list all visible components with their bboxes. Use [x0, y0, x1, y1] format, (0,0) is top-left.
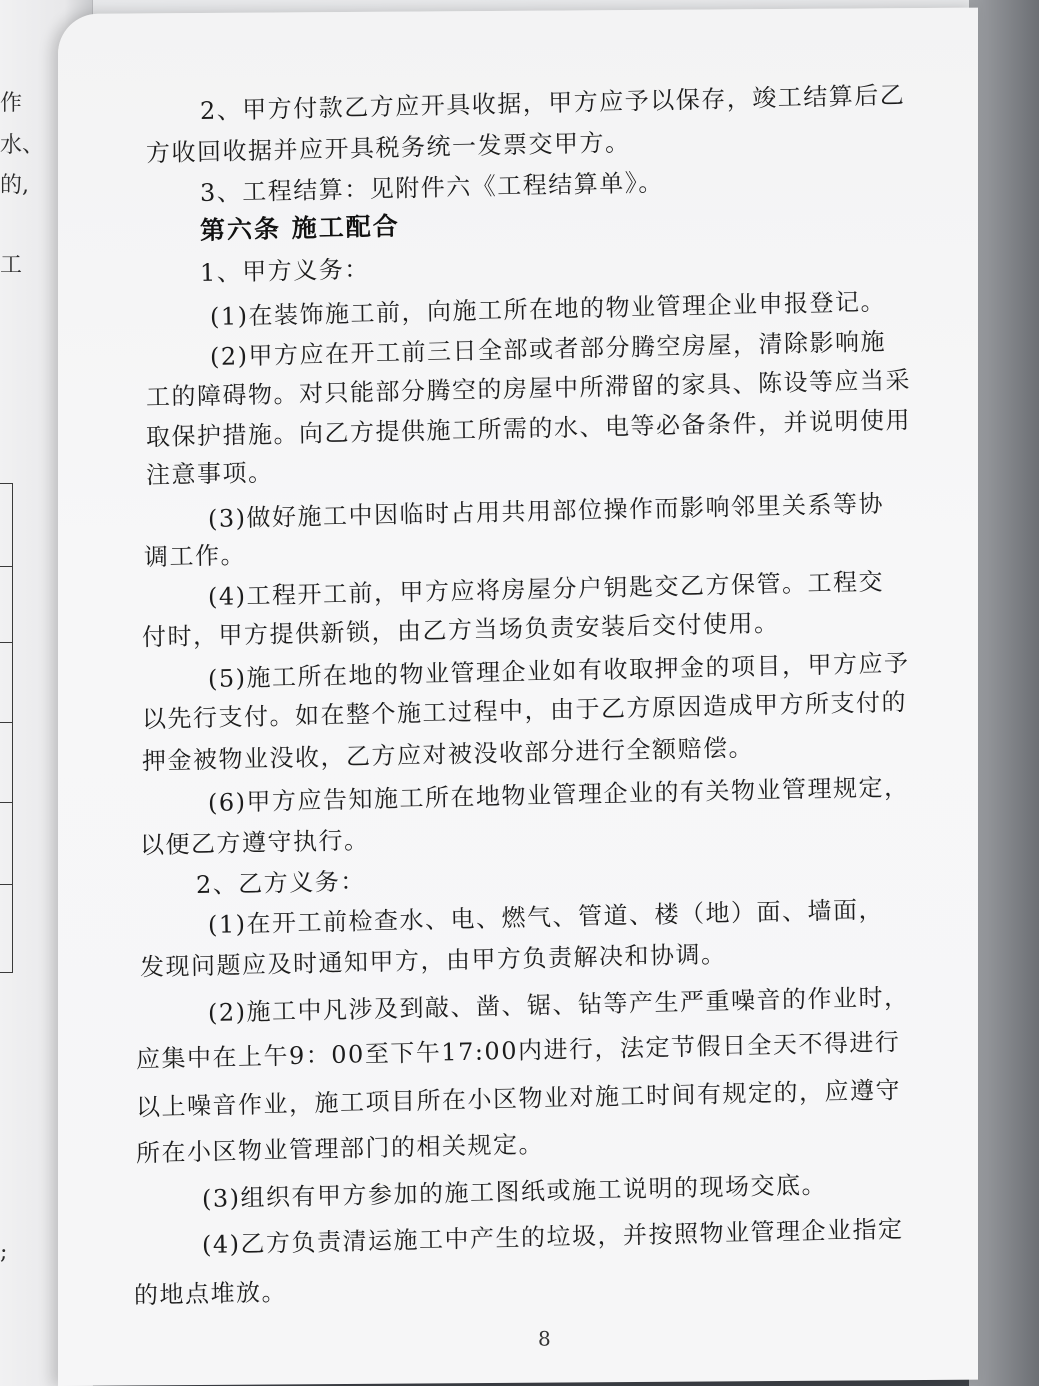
text-line: 取保护措施。向乙方提供施工所需的水、电等必备条件，并说明使用	[145, 406, 912, 452]
text-line: 付时，甲方提供新锁，由乙方当场负责安装后交付使用。	[141, 608, 780, 652]
text-line: 方收回收据并应开具税务统一发票交甲方。	[145, 128, 631, 168]
text-line: (2)施工中凡涉及到敲、凿、锯、钻等产生严重噪音的作业时，	[207, 983, 910, 1027]
text-line: 的地点堆放。	[133, 1278, 288, 1310]
text-line: 注意事项。	[145, 458, 274, 490]
text-line: (2)甲方应在开工前三日全部或者部分腾空房屋，清除影响施	[209, 327, 887, 371]
text-line: (5)施工所在地的物业管理企业如有收取押金的项目，甲方应予	[207, 649, 910, 693]
left-fragment: ;	[0, 1240, 8, 1265]
text-line: 2、甲方付款乙方应开具收据，甲方应予以保存，竣工结算后乙	[199, 81, 906, 126]
text-line: 所在小区物业管理部门的相关规定。	[135, 1130, 545, 1168]
left-fragment: 水、	[0, 133, 45, 158]
text-line: (4)工程开工前，甲方应将房屋分户钥匙交乙方保管。工程交	[207, 567, 885, 611]
left-fragment: 作	[0, 91, 23, 116]
text-line: (1)在装饰施工前，向施工所在地的物业管理企业申报登记。	[209, 287, 887, 331]
text-line: 以便乙方遵守执行。	[139, 826, 370, 860]
left-table-edge	[0, 483, 13, 973]
document-page	[58, 8, 978, 1386]
text-line: (6)甲方应告知施工所在地物业管理企业的有关物业管理规定，	[207, 773, 910, 817]
text-line: (3)组织有甲方参加的施工图纸或施工说明的现场交底。	[201, 1170, 828, 1213]
text-line: 发现问题应及时通知甲方，由甲方负责解决和协调。	[139, 940, 727, 982]
section-heading: 第六条 施工配合	[199, 211, 400, 246]
text-line: 调工作。	[143, 541, 247, 572]
text-line: (4)乙方负责清运施工中产生的垃圾，并按照物业管理企业指定	[201, 1215, 904, 1259]
page-number: 8	[538, 1326, 551, 1351]
text-line: 3、工程结算：见附件六《工程结算单》。	[199, 168, 664, 208]
background-right	[969, 0, 1039, 1386]
left-fragment: 的,	[0, 173, 29, 198]
text-line: (3)做好施工中因临时占用共用部位操作而影响邻里关系等协	[207, 489, 885, 533]
text-line: 应集中在上午9：00至下午17:00内进行，法定节假日全天不得进行	[135, 1028, 901, 1074]
left-fragment: 工	[0, 253, 23, 278]
text-line: 1、甲方义务：	[199, 255, 371, 288]
text-line: (1)在开工前检查水、电、燃气、管道、楼（地）面、墙面，	[207, 895, 885, 939]
text-line: 工的障碍物。对只能部分腾空的房屋中所滞留的家具、陈设等应当采	[145, 366, 912, 412]
page-content	[58, 8, 978, 1386]
text-line: 以上噪音作业，施工项目所在小区物业对施工时间有规定的，应遵守	[135, 1076, 902, 1122]
text-line: 2、乙方义务：	[195, 867, 367, 900]
text-line: 以先行支付。如在整个施工过程中，由于乙方原因造成甲方所支付的	[141, 688, 908, 734]
text-line: 押金被物业没收，乙方应对被没收部分进行全额赔偿。	[141, 733, 755, 776]
